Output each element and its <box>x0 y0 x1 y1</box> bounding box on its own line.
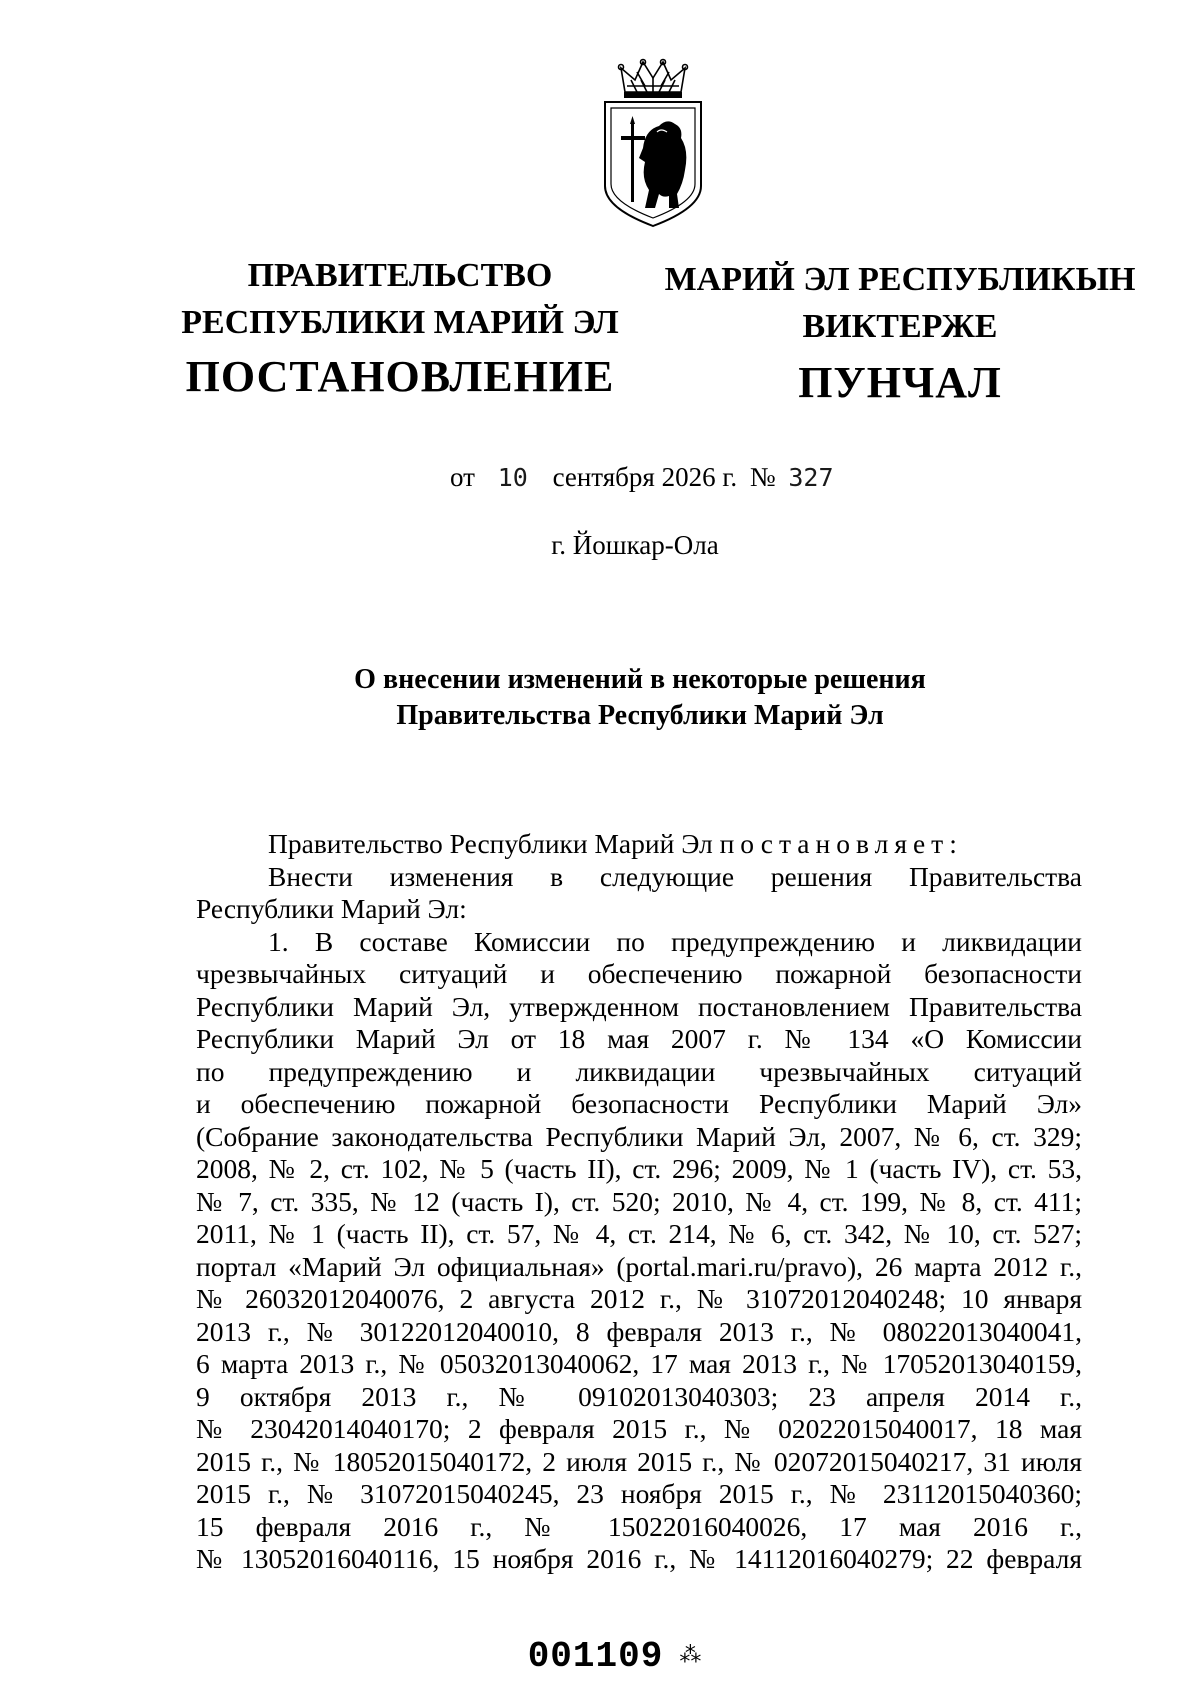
org-name-russian <box>150 252 650 402</box>
date-month-year: сентября 2026 г. <box>552 462 738 492</box>
body-line: чрезвычайных ситуаций и обеспечению пожарной безопасности <box>196 958 1082 989</box>
date-day: 10 <box>497 463 528 492</box>
intro-line <box>196 828 1082 861</box>
body-line: № 7, ст. 335, № 12 (часть I), ст. 520; 2010, № 4, ст. 199, № 8, ст. 411; <box>196 1185 1082 1217</box>
number-prefix: № <box>749 462 776 492</box>
body-line: 2015 г., № 18052015040172, 2 июля 2015 г., № 02072015040217, 31 июля <box>196 1445 1082 1477</box>
date-prefix: от <box>450 462 475 492</box>
body-line: 2011, № 1 (часть II), ст. 57, № 4, ст. 214, № 6, ст. 342, № 10, ст. 527; <box>196 1218 1082 1249</box>
security-mark-icon: ⁂ <box>679 1644 703 1670</box>
date-line <box>450 462 834 493</box>
coat-of-arms-icon <box>597 58 709 230</box>
body-line: 9 октября 2013 г., № 09102013040303; 23 апреля 2014 г., <box>196 1380 1082 1412</box>
body-line: № 26032012040076, 2 августа 2012 г., № 31072012040248; 10 января <box>196 1283 1082 1314</box>
org-name-line2: РЕСПУБЛИКИ МАРИЙ ЭЛ <box>181 304 619 341</box>
document-body <box>196 828 1082 1576</box>
body-line: 6 марта 2013 г., № 05032013040062, 17 мая 2013 г., № 17052013040159, <box>196 1348 1082 1379</box>
body-line: Республики Марий Эл: <box>196 893 467 924</box>
body-line: Республики Марий Эл, утвержденном постановлением Правительства <box>196 990 1082 1022</box>
body-line: по предупреждению и ликвидации чрезвычайных ситуаций <box>196 1055 1082 1087</box>
doc-type-russian: ПОСТАНОВЛЕНИЕ <box>185 352 615 401</box>
body-line: № 23042014040170; 2 февраля 2015 г., № 02022015040017, 18 мая <box>196 1413 1082 1444</box>
body-line: 2008, № 2, ст. 102, № 5 (часть II), ст. 296; 2009, № 1 (часть IV), ст. 53, <box>196 1153 1082 1184</box>
body-line: (Собрание законодательства Республики Марий Эл, 2007, № 6, ст. 329; <box>196 1120 1082 1152</box>
document-title <box>200 662 1080 734</box>
org-name-mari <box>620 256 1180 408</box>
footer-serial <box>0 1636 1200 1677</box>
title-line1: О внесении изменений в некоторые решения <box>354 664 926 695</box>
body-line: 2015 г., № 31072015040245, 23 ноября 2015 г., № 23112015040360; <box>196 1478 1082 1509</box>
title-line2: Правительства Республики Марий Эл <box>396 700 884 731</box>
body-line: и обеспечению пожарной безопасности Республики Марий Эл» <box>196 1088 1082 1119</box>
org-name-mari-line2: ВИКТЕРЖЕ <box>802 308 998 345</box>
body-line: 15 февраля 2016 г., № 15022016040026, 17 мая 2016 г., <box>196 1510 1082 1542</box>
body-line: портал «Марий Эл официальная» (portal.mari.ru/pravo), 26 марта 2012 г., <box>196 1250 1082 1282</box>
body-line: Внести изменения в следующие решения Правительства <box>268 860 1082 892</box>
intro-resolves: постановляет: <box>719 828 963 859</box>
document-number: 327 <box>788 463 834 492</box>
body-line: 2013 г., № 30122012040010, 8 февраля 2013 г., № 08022013040041, <box>196 1315 1082 1347</box>
org-name-mari-line1: МАРИЙ ЭЛ РЕСПУБЛИКЫН <box>664 261 1136 298</box>
city: г. Йошкар-Ола <box>551 530 719 560</box>
intro-start: Правительство Республики Марий Эл <box>268 828 713 859</box>
body-line: № 13052016040116, 15 ноября 2016 г., № 14112016040279; 22 февраля <box>196 1543 1082 1574</box>
body-line: Республики Марий Эл от 18 мая 2007 г. № 134 «О Комиссии <box>196 1023 1082 1054</box>
body-line: 1. В составе Комиссии по предупреждению и ликвидации <box>268 925 1082 957</box>
serial-number: 001109 <box>527 1636 664 1677</box>
doc-type-mari: ПУНЧАЛ <box>798 358 1002 407</box>
org-name-line1: ПРАВИТЕЛЬСТВО <box>247 257 553 294</box>
